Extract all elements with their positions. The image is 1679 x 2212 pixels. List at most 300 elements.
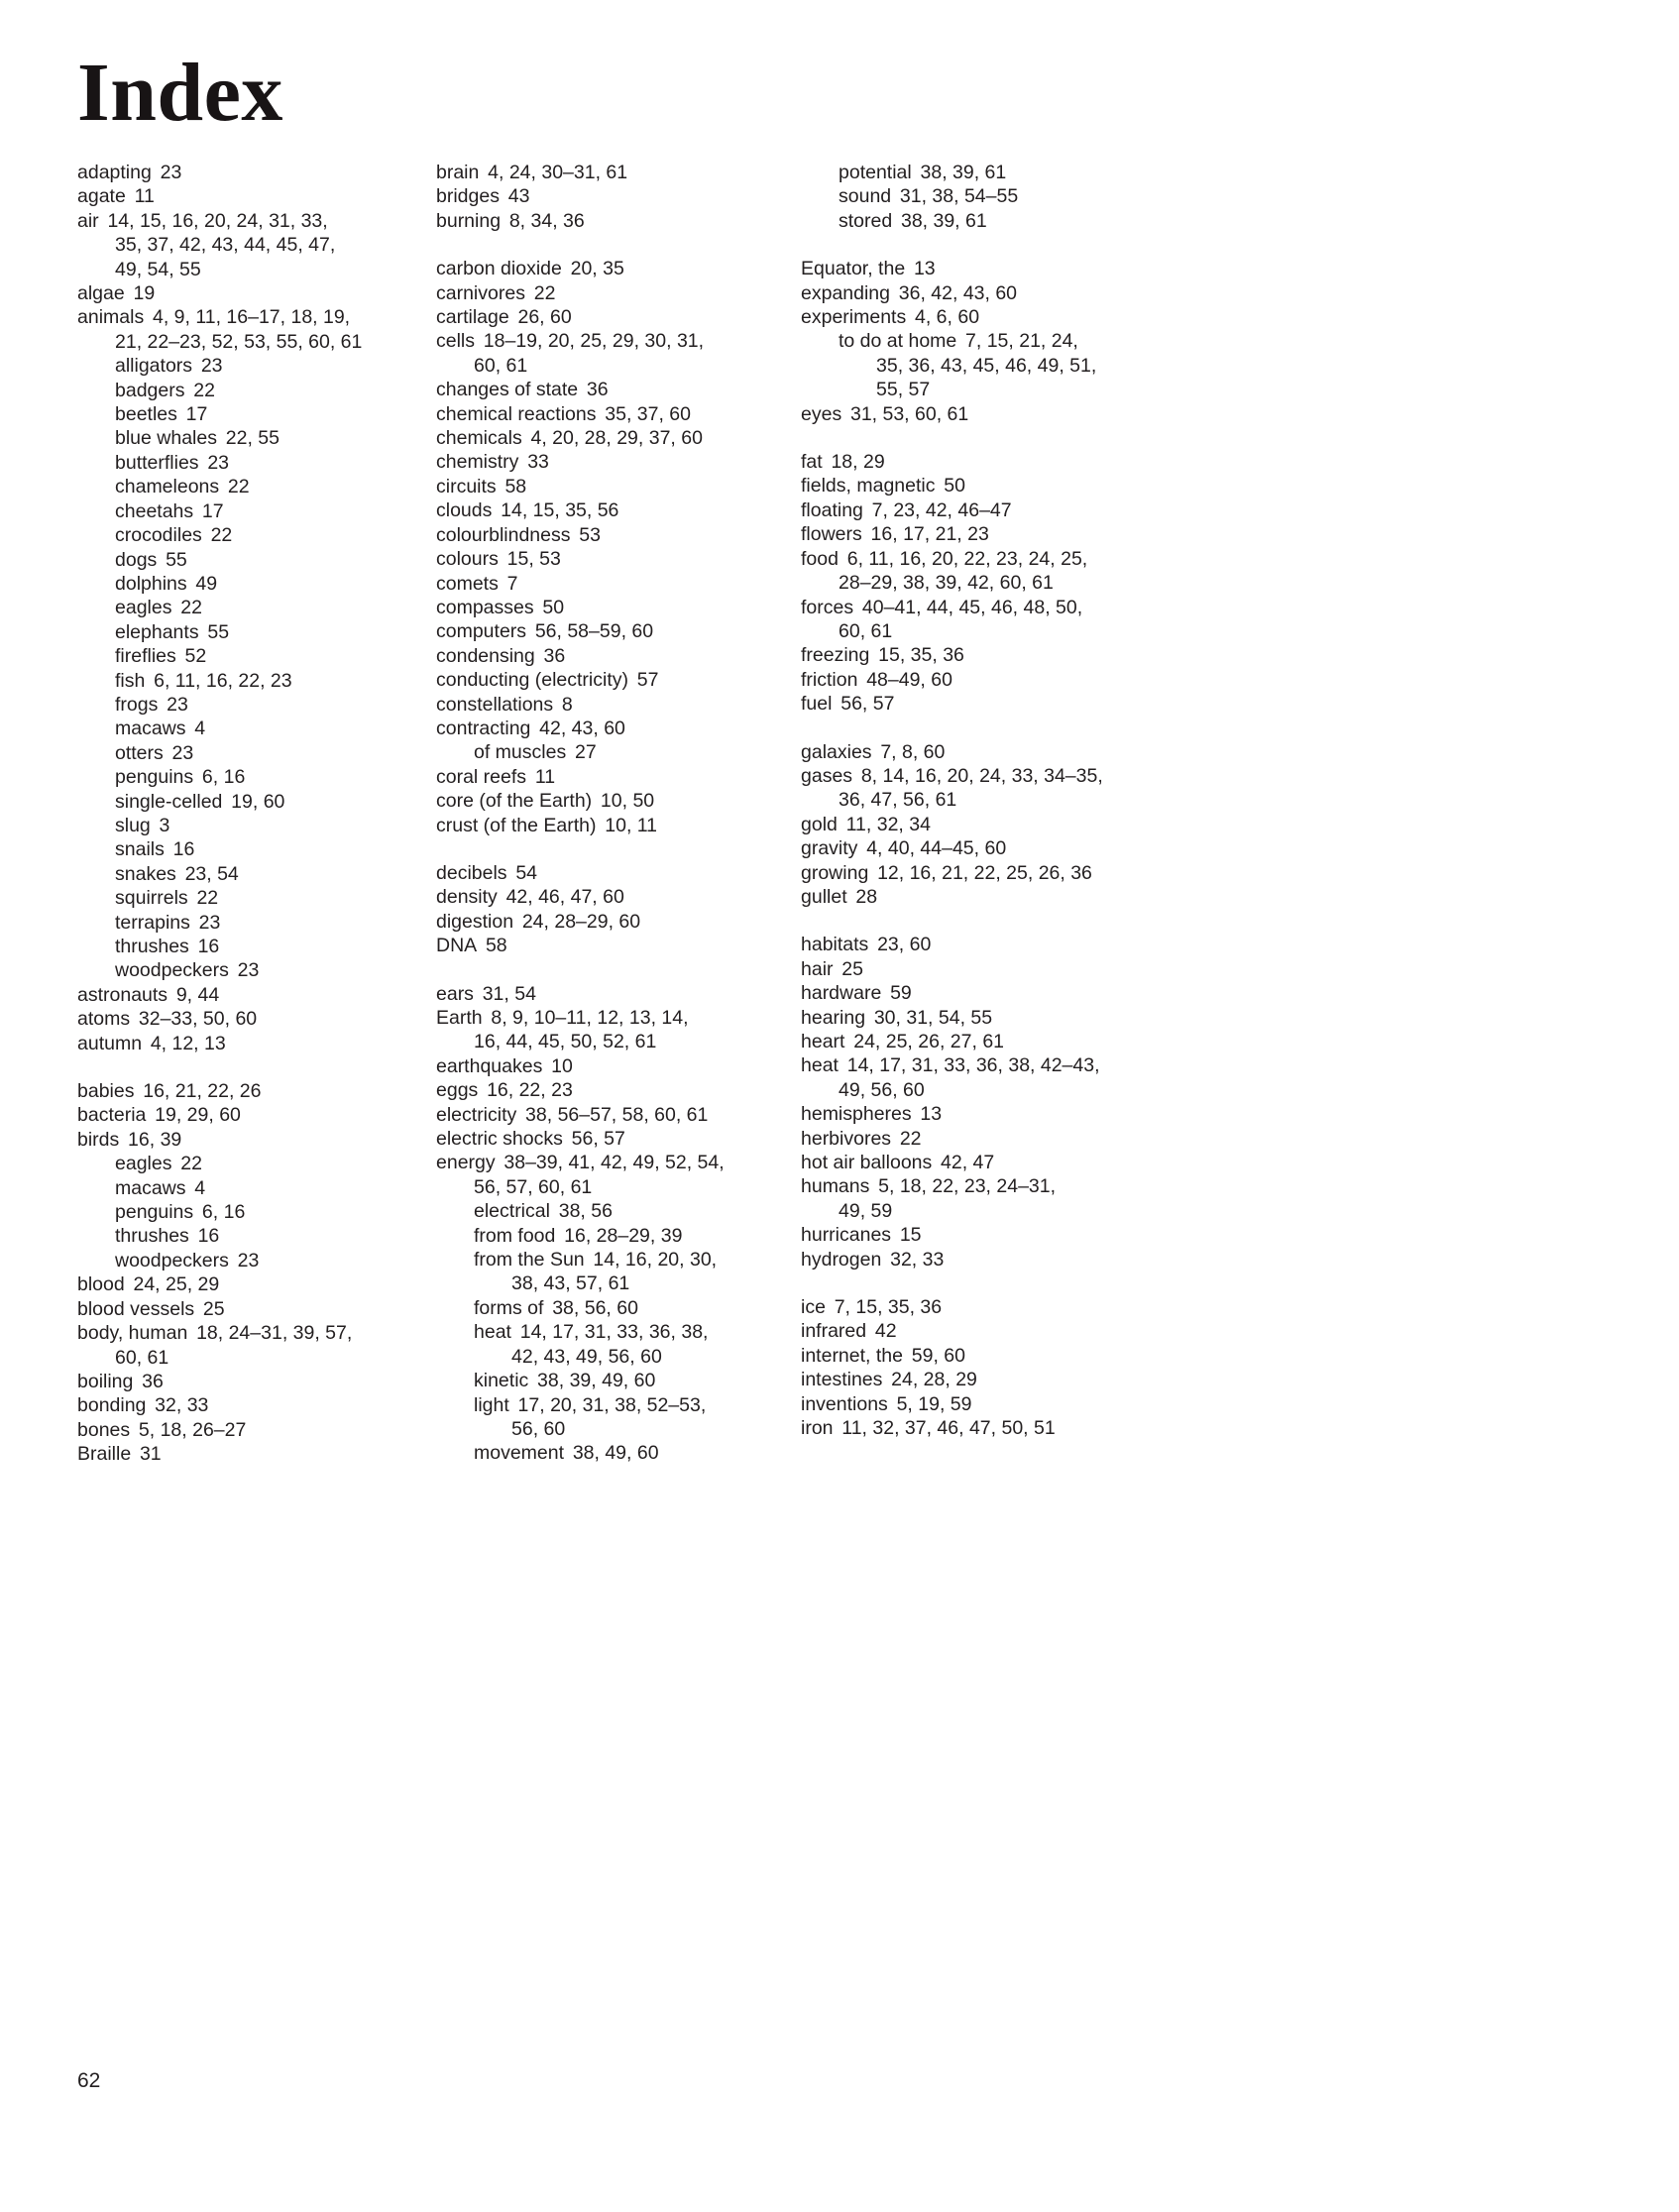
entry-pages: 38, 49, 60 bbox=[572, 1442, 659, 1465]
page-number: 62 bbox=[77, 2069, 101, 2092]
entry-pages: 18–19, 20, 25, 29, 30, 31, bbox=[483, 330, 705, 353]
index-entry bbox=[77, 184, 436, 208]
entry-pages: 23 bbox=[167, 693, 188, 716]
entry-pages: 53 bbox=[579, 523, 601, 546]
entry-pages: 23 bbox=[237, 959, 260, 982]
index-entry bbox=[436, 498, 801, 522]
index-entry bbox=[77, 1418, 436, 1442]
entry-pages: 23 bbox=[198, 911, 221, 934]
index-entry bbox=[801, 933, 1177, 956]
entry-pages: 31, 53, 60, 61 bbox=[849, 402, 969, 425]
index-entry bbox=[77, 499, 436, 523]
entry-term: brain bbox=[436, 162, 480, 183]
index-entry bbox=[77, 1152, 436, 1175]
index-entry bbox=[801, 161, 1177, 184]
entry-pages: 14, 17, 31, 33, 36, 38, bbox=[519, 1321, 709, 1344]
entry-pages: 18, 24–31, 39, 57, bbox=[196, 1322, 353, 1345]
index-entry bbox=[77, 1007, 436, 1031]
index-entry bbox=[436, 426, 801, 450]
index-entry bbox=[77, 790, 436, 814]
index-entry bbox=[436, 1393, 801, 1417]
entry-pages: 5, 18, 22, 23, 24–31, bbox=[878, 1175, 1057, 1198]
index-entry bbox=[436, 934, 801, 957]
index-entry bbox=[77, 209, 436, 233]
entry-pages: 56, 57, 60, 61 bbox=[474, 1175, 593, 1198]
index-entry bbox=[77, 644, 436, 668]
index-entry bbox=[801, 861, 1177, 885]
index-entry bbox=[436, 1054, 801, 1078]
index-entry bbox=[77, 572, 436, 596]
entry-pages: 10, 50 bbox=[600, 790, 655, 813]
entry-pages: 55 bbox=[166, 548, 187, 571]
index-entry bbox=[801, 668, 1177, 692]
entry-pages: 16, 44, 45, 50, 52, 61 bbox=[474, 1031, 657, 1053]
entry-term: penguins bbox=[115, 766, 194, 789]
entry-pages: 31, 54 bbox=[482, 982, 536, 1005]
entry-term: Equator, the bbox=[801, 258, 906, 280]
entry-pages: 55, 57 bbox=[876, 379, 931, 401]
index-entry bbox=[77, 305, 436, 329]
entry-term: beetles bbox=[115, 403, 177, 426]
entry-term: growing bbox=[801, 861, 869, 884]
entry-pages: 52 bbox=[184, 645, 207, 668]
index-entry bbox=[436, 1151, 801, 1174]
index-entry bbox=[801, 1392, 1177, 1416]
index-entry bbox=[77, 402, 436, 426]
entry-pages: 19 bbox=[133, 282, 156, 305]
entry-term: air bbox=[77, 209, 99, 232]
entry-term: inventions bbox=[801, 1392, 888, 1415]
entry-pages: 22 bbox=[533, 281, 556, 304]
entry-term: freezing bbox=[801, 644, 870, 667]
index-entry bbox=[77, 1032, 436, 1055]
entry-pages: 23 bbox=[207, 451, 230, 474]
entry-pages: 11 bbox=[134, 185, 155, 208]
entry-term: elephants bbox=[115, 620, 199, 643]
entry-pages: 11 bbox=[534, 765, 556, 788]
entry-term: eagles bbox=[115, 1153, 172, 1175]
entry-pages: 42, 43, 49, 56, 60 bbox=[511, 1345, 662, 1368]
index-entry bbox=[77, 354, 436, 378]
entry-pages: 27 bbox=[574, 741, 597, 764]
entry-term: burning bbox=[436, 209, 502, 232]
index-entry bbox=[801, 1223, 1177, 1247]
entry-pages: 36, 42, 43, 60 bbox=[898, 281, 1018, 304]
index-entry bbox=[801, 1319, 1177, 1343]
entry-term: hearing bbox=[801, 1006, 866, 1029]
entry-term: heat bbox=[474, 1321, 511, 1344]
index-entry bbox=[77, 741, 436, 765]
entry-term: fuel bbox=[801, 693, 833, 716]
index-entry bbox=[436, 1127, 801, 1151]
entry-pages: 23, 60 bbox=[877, 934, 932, 956]
index-entry bbox=[77, 596, 436, 619]
entry-term: eyes bbox=[801, 402, 842, 425]
entry-pages: 8, 9, 10–11, 12, 13, 14, bbox=[491, 1007, 689, 1029]
entry-term: squirrels bbox=[115, 887, 188, 910]
index-entry bbox=[77, 379, 436, 402]
index-entry-continuation bbox=[801, 354, 1177, 378]
index-entry bbox=[436, 1224, 801, 1248]
entry-term: cartilage bbox=[436, 306, 509, 329]
index-entry bbox=[436, 982, 801, 1006]
entry-pages: 17, 20, 31, 38, 52–53, bbox=[517, 1393, 707, 1416]
index-entry bbox=[436, 1248, 801, 1272]
entry-pages: 9, 44 bbox=[175, 983, 220, 1006]
index-column-3 bbox=[801, 161, 1177, 1441]
index-entry bbox=[77, 1224, 436, 1248]
entry-term: heart bbox=[801, 1031, 845, 1052]
entry-pages: 38, 56–57, 58, 60, 61 bbox=[525, 1103, 709, 1126]
index-entry bbox=[801, 813, 1177, 836]
entry-pages: 42, 46, 47, 60 bbox=[505, 886, 624, 909]
index-entry bbox=[801, 305, 1177, 329]
entry-pages: 20, 35 bbox=[570, 258, 624, 280]
entry-pages: 7, 8, 60 bbox=[880, 740, 946, 763]
entry-term: forms of bbox=[474, 1296, 544, 1319]
entry-term: comets bbox=[436, 572, 499, 595]
entry-pages: 56, 57 bbox=[571, 1128, 625, 1151]
entry-term: hardware bbox=[801, 982, 882, 1005]
entry-term: hot air balloons bbox=[801, 1152, 933, 1174]
index-entry bbox=[436, 402, 801, 426]
entry-pages: 16, 28–29, 39 bbox=[564, 1224, 683, 1247]
index-entry bbox=[436, 765, 801, 789]
entry-pages: 38, 43, 57, 61 bbox=[511, 1272, 630, 1295]
index-columns bbox=[77, 161, 1639, 1467]
index-entry bbox=[801, 281, 1177, 305]
entry-pages: 38, 39, 61 bbox=[920, 162, 1007, 183]
entry-pages: 42, 47 bbox=[941, 1152, 995, 1174]
index-entry bbox=[436, 717, 801, 740]
entry-term: chemistry bbox=[436, 451, 519, 474]
index-entry bbox=[77, 281, 436, 305]
entry-term: computers bbox=[436, 620, 527, 643]
entry-pages: 4, 6, 60 bbox=[914, 306, 980, 329]
entry-term: crocodiles bbox=[115, 524, 202, 547]
entry-pages: 7, 23, 42, 46–47 bbox=[871, 498, 1012, 521]
entry-term: herbivores bbox=[801, 1127, 892, 1150]
entry-pages: 36 bbox=[142, 1370, 164, 1392]
index-entry-continuation bbox=[436, 354, 801, 378]
entry-pages: 16, 22, 23 bbox=[487, 1079, 573, 1102]
entry-pages: 6, 11, 16, 22, 23 bbox=[154, 669, 292, 692]
entry-pages: 38–39, 41, 42, 49, 52, 54, bbox=[504, 1152, 725, 1174]
entry-pages: 7 bbox=[506, 572, 518, 595]
entry-pages: 50 bbox=[542, 596, 565, 618]
index-entry bbox=[801, 257, 1177, 280]
entry-pages: 22 bbox=[180, 597, 202, 619]
entry-term: changes of state bbox=[436, 379, 579, 401]
entry-term: agate bbox=[77, 185, 126, 208]
index-entry bbox=[436, 668, 801, 692]
index-entry bbox=[436, 814, 801, 837]
index-entry bbox=[436, 1078, 801, 1102]
entry-term: heat bbox=[801, 1054, 839, 1077]
entry-pages: 13 bbox=[920, 1103, 943, 1126]
index-entry bbox=[77, 935, 436, 958]
entry-term: eagles bbox=[115, 597, 172, 619]
index-entry bbox=[77, 1297, 436, 1321]
index-entry bbox=[77, 837, 436, 861]
index-entry-continuation bbox=[436, 1272, 801, 1295]
entry-term: internet, the bbox=[801, 1344, 903, 1367]
index-entry bbox=[801, 1127, 1177, 1151]
entry-term: single-celled bbox=[115, 790, 223, 813]
index-entry bbox=[77, 1103, 436, 1127]
entry-pages: 38, 39, 61 bbox=[900, 209, 987, 232]
entry-pages: 60, 61 bbox=[474, 354, 528, 377]
entry-term: body, human bbox=[77, 1322, 188, 1345]
entry-term: bonding bbox=[77, 1394, 147, 1417]
index-entry bbox=[801, 1030, 1177, 1053]
entry-pages: 26, 60 bbox=[517, 306, 572, 329]
entry-pages: 56, 57 bbox=[840, 693, 895, 716]
entry-term: dolphins bbox=[115, 572, 187, 595]
entry-pages: 36 bbox=[543, 644, 566, 667]
entry-pages: 42, 43, 60 bbox=[539, 717, 625, 739]
entry-pages: 16 bbox=[197, 936, 220, 957]
index-entry bbox=[436, 209, 801, 233]
index-entry bbox=[801, 547, 1177, 571]
entry-term: hair bbox=[801, 957, 834, 980]
entry-term: cells bbox=[436, 330, 476, 353]
index-entry bbox=[801, 402, 1177, 426]
index-entry bbox=[77, 814, 436, 837]
index-entry bbox=[436, 693, 801, 717]
entry-term: colourblindness bbox=[436, 523, 571, 546]
entry-term: circuits bbox=[436, 475, 497, 498]
index-entry bbox=[436, 1320, 801, 1344]
entry-pages: 23 bbox=[160, 162, 182, 183]
entry-pages: 42 bbox=[874, 1320, 897, 1343]
entry-pages: 4, 40, 44–45, 60 bbox=[866, 837, 1007, 860]
index-entry-continuation bbox=[77, 233, 436, 257]
entry-term: hemispheres bbox=[801, 1103, 912, 1126]
entry-pages: 17 bbox=[185, 403, 208, 426]
entry-pages: 18, 29 bbox=[831, 451, 885, 474]
entry-term: forces bbox=[801, 596, 854, 618]
entry-term: fish bbox=[115, 669, 146, 692]
entry-term: colours bbox=[436, 548, 499, 571]
entry-pages: 36 bbox=[586, 379, 609, 401]
entry-pages: 7, 15, 21, 24, bbox=[965, 330, 1078, 353]
index-entry-continuation bbox=[801, 619, 1177, 643]
index-entry bbox=[77, 523, 436, 547]
index-entry bbox=[77, 693, 436, 717]
entry-term: from food bbox=[474, 1224, 556, 1247]
index-entry bbox=[801, 450, 1177, 474]
entry-term: gases bbox=[801, 764, 853, 787]
entry-term: dogs bbox=[115, 548, 158, 571]
index-entry bbox=[801, 1102, 1177, 1126]
entry-pages: 5, 18, 26–27 bbox=[138, 1418, 247, 1441]
entry-term: blue whales bbox=[115, 427, 217, 450]
entry-pages: 11, 32, 34 bbox=[845, 813, 931, 835]
entry-pages: 21, 22–23, 52, 53, 55, 60, 61 bbox=[115, 330, 363, 353]
entry-term: density bbox=[436, 886, 498, 909]
index-entry bbox=[801, 764, 1177, 788]
entry-pages: 22, 55 bbox=[225, 427, 280, 450]
entry-term: kinetic bbox=[474, 1370, 529, 1392]
index-entry bbox=[436, 1103, 801, 1127]
entry-pages: 49, 59 bbox=[839, 1199, 893, 1222]
entry-term: badgers bbox=[115, 379, 185, 401]
entry-term: ears bbox=[436, 982, 474, 1005]
index-entry bbox=[801, 184, 1177, 208]
entry-term: thrushes bbox=[115, 936, 189, 957]
entry-term: DNA bbox=[436, 935, 478, 957]
entry-term: potential bbox=[839, 162, 912, 183]
entry-pages: 56, 58–59, 60 bbox=[534, 620, 654, 643]
entry-pages: 16 bbox=[172, 838, 195, 861]
entry-pages: 5, 19, 59 bbox=[896, 1392, 972, 1415]
index-entry bbox=[77, 1321, 436, 1345]
index-entry bbox=[77, 911, 436, 935]
index-entry-continuation bbox=[436, 1175, 801, 1199]
entry-pages: 48–49, 60 bbox=[866, 668, 952, 691]
index-entry bbox=[436, 450, 801, 474]
index-entry-continuation bbox=[77, 1346, 436, 1370]
entry-pages: 31 bbox=[139, 1443, 162, 1466]
entry-term: decibels bbox=[436, 861, 507, 884]
entry-term: adapting bbox=[77, 162, 152, 183]
index-entry bbox=[77, 886, 436, 910]
entry-pages: 4 bbox=[194, 1176, 206, 1199]
entry-term: Earth bbox=[436, 1007, 483, 1029]
entry-pages: 16, 17, 21, 23 bbox=[870, 523, 989, 546]
index-entry bbox=[436, 547, 801, 571]
entry-term: chameleons bbox=[115, 476, 220, 498]
entry-term: birds bbox=[77, 1128, 120, 1151]
entry-term: gold bbox=[801, 813, 838, 835]
entry-term: floating bbox=[801, 498, 863, 521]
index-entry bbox=[436, 596, 801, 619]
index-entry-continuation bbox=[801, 1078, 1177, 1102]
index-entry bbox=[77, 620, 436, 644]
entry-pages: 54 bbox=[515, 861, 538, 884]
entry-pages: 24, 25, 29 bbox=[133, 1273, 220, 1296]
entry-term: macaws bbox=[115, 718, 186, 740]
entry-term: thrushes bbox=[115, 1225, 189, 1248]
index-entry bbox=[801, 474, 1177, 498]
index-entry bbox=[77, 717, 436, 740]
index-entry bbox=[436, 1006, 801, 1030]
entry-pages: 23 bbox=[200, 355, 223, 378]
index-entry-continuation bbox=[77, 330, 436, 354]
index-entry-continuation bbox=[77, 258, 436, 281]
index-entry bbox=[801, 692, 1177, 716]
index-entry bbox=[801, 1006, 1177, 1030]
entry-term: fireflies bbox=[115, 645, 176, 668]
entry-term: chemicals bbox=[436, 427, 522, 450]
entry-term: infrared bbox=[801, 1320, 867, 1343]
entry-pages: 22 bbox=[210, 524, 233, 547]
index-entry bbox=[436, 281, 801, 305]
entry-pages: 22 bbox=[196, 887, 219, 910]
index-entry-continuation bbox=[801, 378, 1177, 401]
index-entry bbox=[801, 329, 1177, 353]
entry-pages: 25 bbox=[841, 957, 863, 980]
entry-term: eggs bbox=[436, 1079, 479, 1102]
entry-term: penguins bbox=[115, 1201, 194, 1224]
entry-pages: 16, 21, 22, 26 bbox=[143, 1080, 262, 1103]
index-entry bbox=[77, 1393, 436, 1417]
entry-pages: 32, 33 bbox=[890, 1248, 945, 1271]
index-entry bbox=[77, 1272, 436, 1296]
entry-pages: 10, 11 bbox=[605, 814, 658, 836]
entry-pages: 35, 37, 60 bbox=[605, 402, 691, 425]
index-entry bbox=[801, 836, 1177, 860]
index-entry bbox=[436, 329, 801, 353]
index-entry bbox=[436, 885, 801, 909]
entry-pages: 19, 60 bbox=[231, 790, 285, 813]
index-entry bbox=[801, 957, 1177, 981]
entry-pages: 49, 54, 55 bbox=[115, 258, 201, 280]
index-entry bbox=[436, 475, 801, 498]
index-entry bbox=[801, 498, 1177, 522]
entry-pages: 24, 28, 29 bbox=[891, 1369, 977, 1391]
index-entry bbox=[801, 885, 1177, 909]
index-entry bbox=[801, 522, 1177, 546]
index-entry bbox=[436, 910, 801, 934]
entry-pages: 6, 11, 16, 20, 22, 23, 24, 25, bbox=[846, 547, 1088, 570]
entry-term: intestines bbox=[801, 1369, 883, 1391]
index-entry bbox=[77, 1370, 436, 1393]
entry-term: habitats bbox=[801, 934, 869, 956]
index-entry bbox=[77, 451, 436, 475]
entry-pages: 15, 53 bbox=[506, 548, 561, 571]
entry-pages: 35, 36, 43, 45, 46, 49, 51, bbox=[876, 354, 1097, 377]
entry-pages: 23 bbox=[237, 1249, 260, 1272]
entry-term: digestion bbox=[436, 910, 514, 933]
entry-pages: 12, 16, 21, 22, 25, 26, 36 bbox=[877, 861, 1092, 884]
index-entry bbox=[436, 861, 801, 885]
entry-pages: 35, 37, 42, 43, 44, 45, 47, bbox=[115, 234, 336, 257]
entry-pages: 16, 39 bbox=[128, 1128, 182, 1151]
entry-pages: 22 bbox=[193, 379, 215, 401]
entry-term: chemical reactions bbox=[436, 402, 597, 425]
entry-pages: 23 bbox=[171, 741, 194, 764]
entry-pages: 8, 14, 16, 20, 24, 33, 34–35, bbox=[860, 764, 1103, 787]
index-entry bbox=[77, 765, 436, 789]
index-entry bbox=[801, 1151, 1177, 1174]
entry-term: butterflies bbox=[115, 451, 199, 474]
entry-pages: 4, 12, 13 bbox=[150, 1032, 226, 1054]
entry-pages: 4 bbox=[194, 718, 206, 740]
index-entry bbox=[77, 1249, 436, 1272]
entry-term: compasses bbox=[436, 596, 534, 618]
entry-term: electricity bbox=[436, 1103, 517, 1126]
index-entry bbox=[801, 1368, 1177, 1391]
index-entry bbox=[436, 184, 801, 208]
index-entry bbox=[436, 1441, 801, 1465]
index-entry bbox=[436, 644, 801, 668]
entry-pages: 32, 33 bbox=[155, 1394, 209, 1417]
index-entry bbox=[801, 1174, 1177, 1198]
index-entry-continuation bbox=[436, 1030, 801, 1053]
entry-pages: 30, 31, 54, 55 bbox=[873, 1006, 993, 1029]
entry-term: electrical bbox=[474, 1200, 550, 1223]
entry-term: gravity bbox=[801, 837, 858, 860]
entry-pages: 40–41, 44, 45, 46, 48, 50, bbox=[861, 596, 1083, 618]
entry-term: woodpeckers bbox=[115, 1249, 229, 1272]
entry-pages: 49 bbox=[195, 572, 218, 595]
entry-term: to do at home bbox=[839, 330, 957, 353]
entry-term: terrapins bbox=[115, 911, 190, 934]
entry-pages: 7, 15, 35, 36 bbox=[834, 1296, 943, 1319]
entry-term: friction bbox=[801, 668, 858, 691]
